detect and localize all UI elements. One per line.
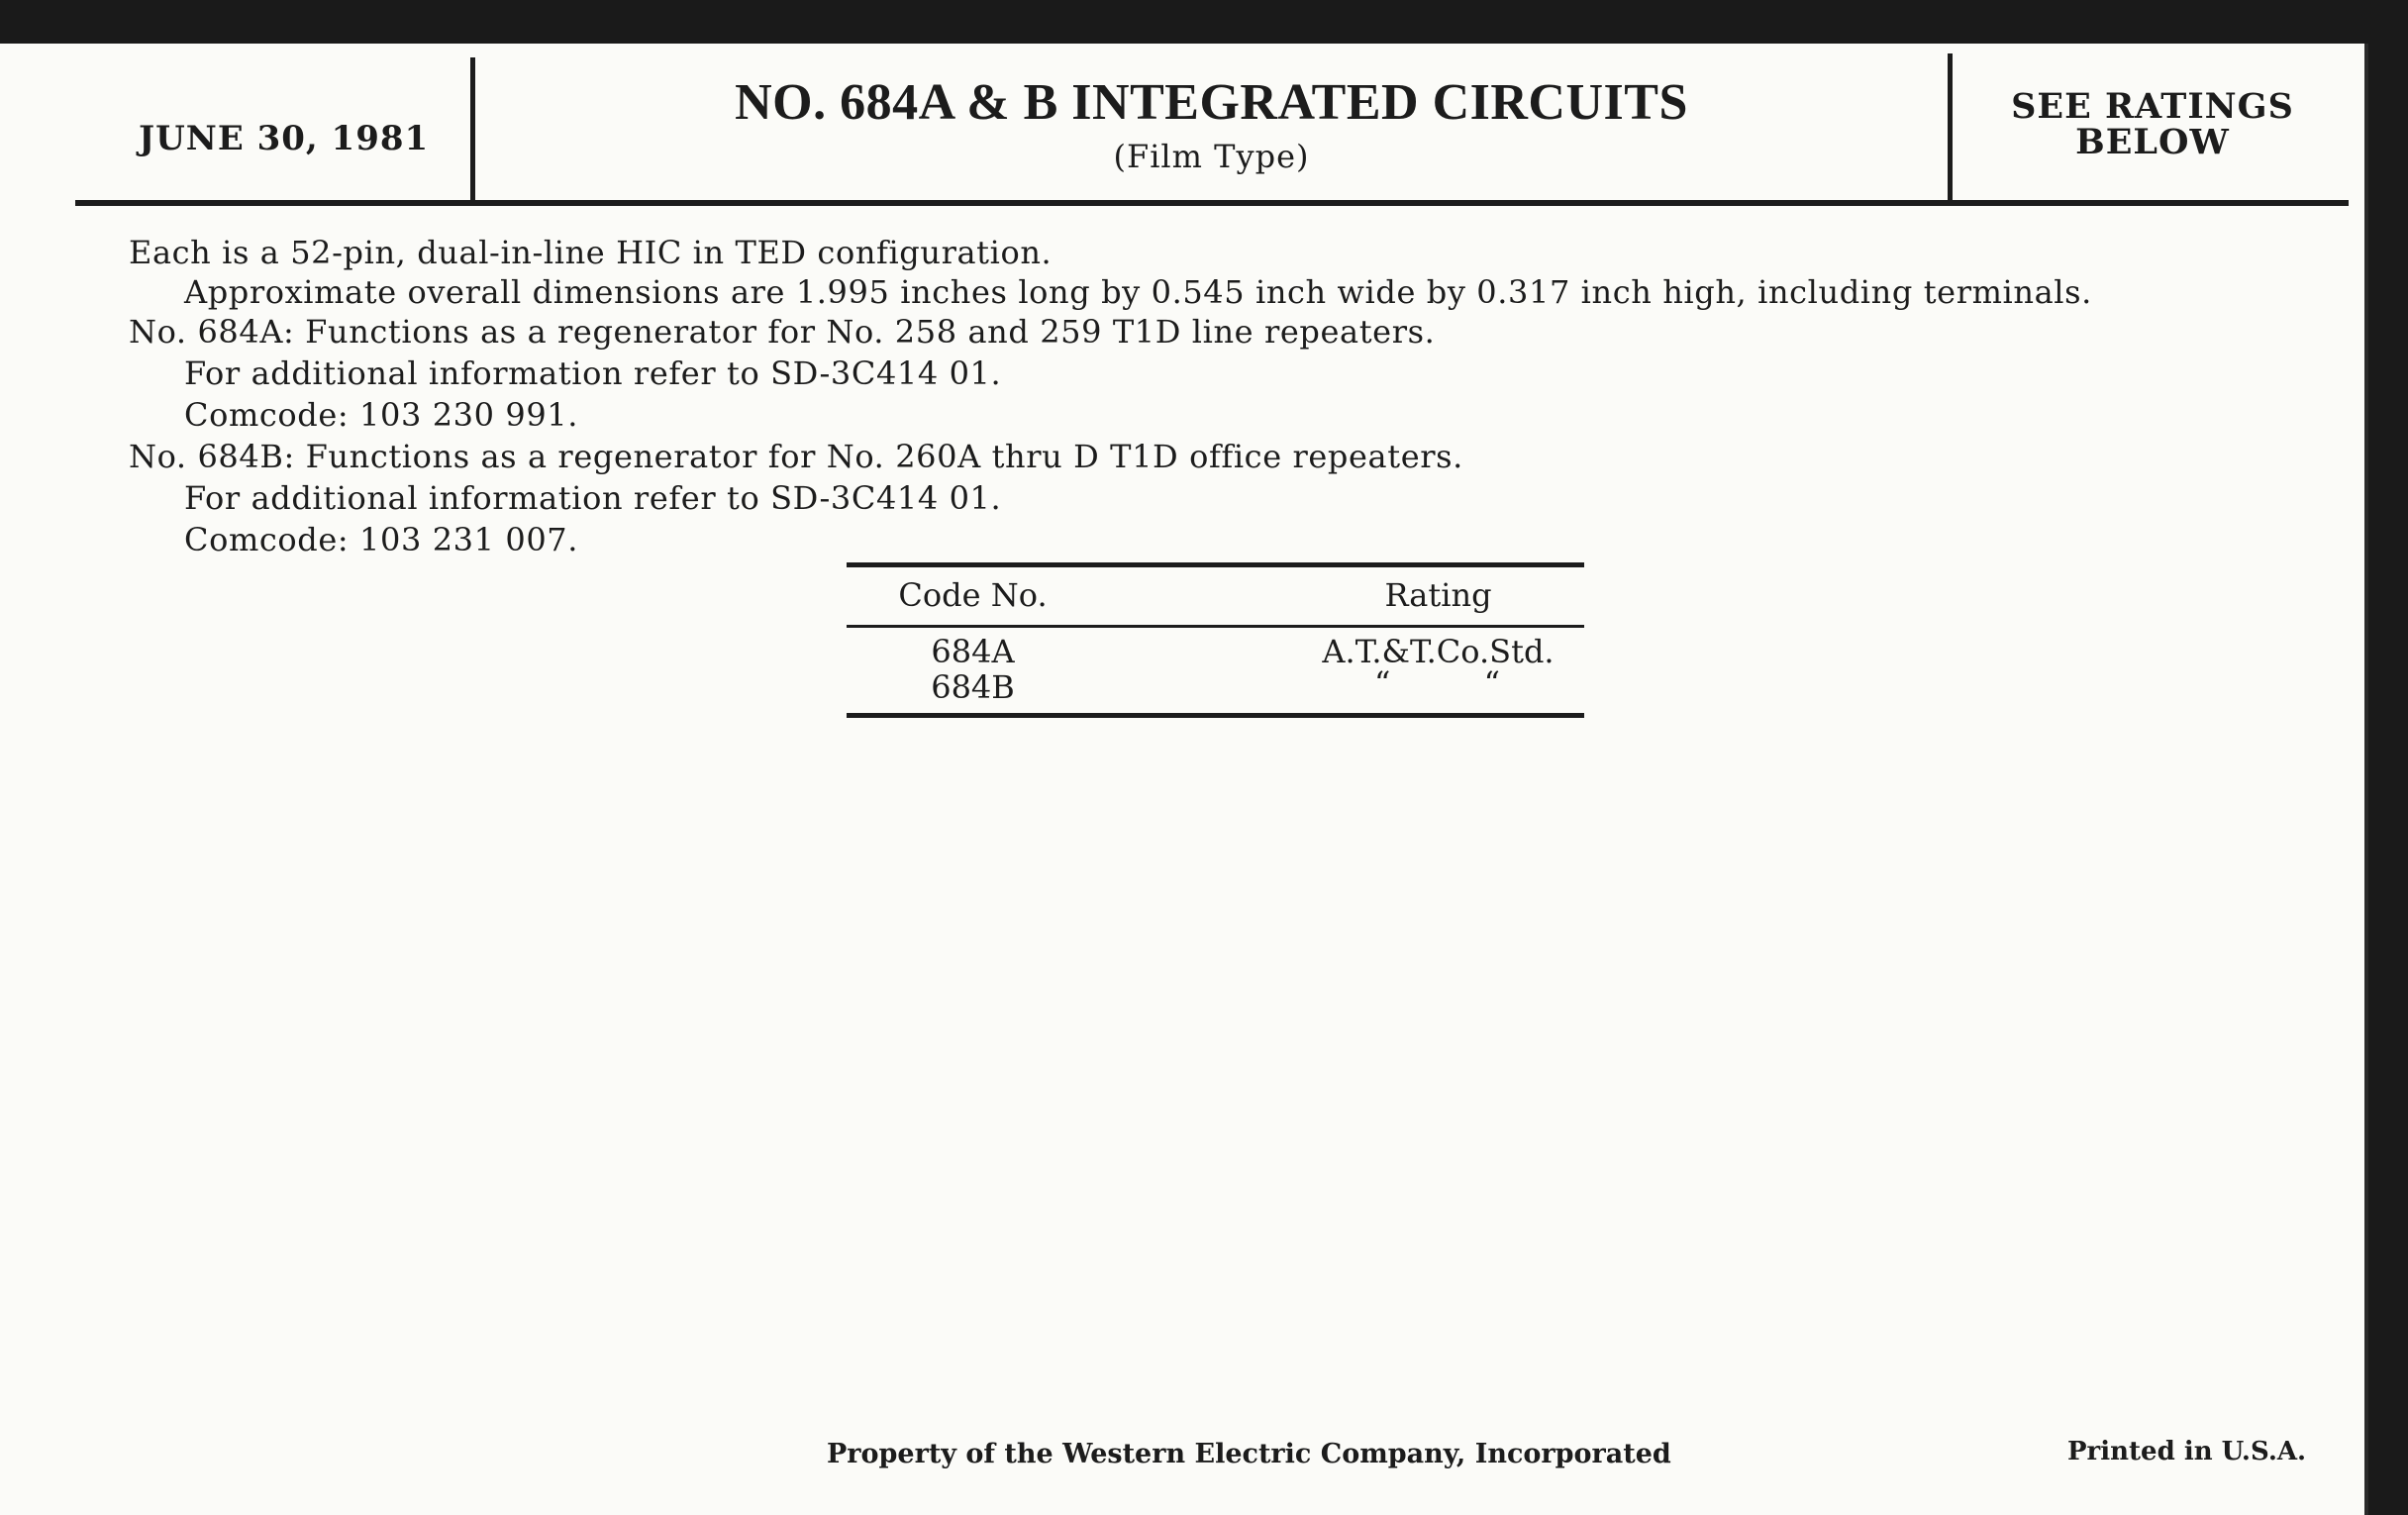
ditto-mark: “: [1483, 664, 1500, 702]
table-bottom-rule: [847, 713, 1584, 718]
ditto-mark: “: [1374, 664, 1391, 702]
ratings-note-line2: BELOW: [2075, 122, 2230, 162]
ratings-note: [1953, 86, 2353, 162]
table-cell-rating: A.T.&T.Co.Std.: [1322, 633, 1555, 670]
document-subtitle: (Film Type): [1113, 138, 1310, 175]
684a-comcode-line: Comcode: 103 230 991.: [184, 396, 579, 434]
table-header-rating: Rating: [1384, 576, 1492, 614]
document-title: NO. 684A & B INTEGRATED CIRCUITS: [735, 74, 1688, 131]
header-rule: [75, 200, 2349, 206]
table-code-column: [861, 634, 1084, 705]
table-header-rule: [847, 625, 1584, 628]
ratings-note-line1: SEE RATINGS: [2011, 86, 2294, 127]
684a-function-line: No. 684A: Functions as a regenerator for No. 258 and 259 T1D line repeaters.: [129, 313, 1436, 351]
684b-reference-line: For additional information refer to SD-3C414 01.: [184, 479, 1002, 517]
table-header-code: Code No.: [898, 576, 1048, 614]
684a-reference-line: For additional information refer to SD-3C414 01.: [184, 354, 1002, 392]
footer-printed: Printed in U.S.A.: [2067, 1437, 2307, 1466]
document-card: [0, 44, 2368, 1515]
684b-comcode-line: Comcode: 103 231 007.: [184, 521, 579, 558]
table-cell-code: 684A: [931, 633, 1015, 670]
table-rating-column: [1287, 633, 1589, 702]
document-date: JUNE 30, 1981: [139, 119, 430, 158]
footer-property: Property of the Western Electric Company, Incorporated: [827, 1439, 1671, 1469]
table-top-rule: [847, 562, 1584, 567]
dimensions-line: Approximate overall dimensions are 1.995 inches long by 0.545 inch wide by 0.317 inch high, including terminals.: [184, 273, 2092, 311]
table-cell-rating-ditto: [1287, 664, 1589, 702]
description-line: Each is a 52-pin, dual-in-line HIC in TED configuration.: [129, 234, 1053, 271]
table-cell-code: 684B: [931, 668, 1015, 706]
684b-function-line: No. 684B: Functions as a regenerator for No. 260A thru D T1D office repeaters.: [129, 438, 1463, 475]
